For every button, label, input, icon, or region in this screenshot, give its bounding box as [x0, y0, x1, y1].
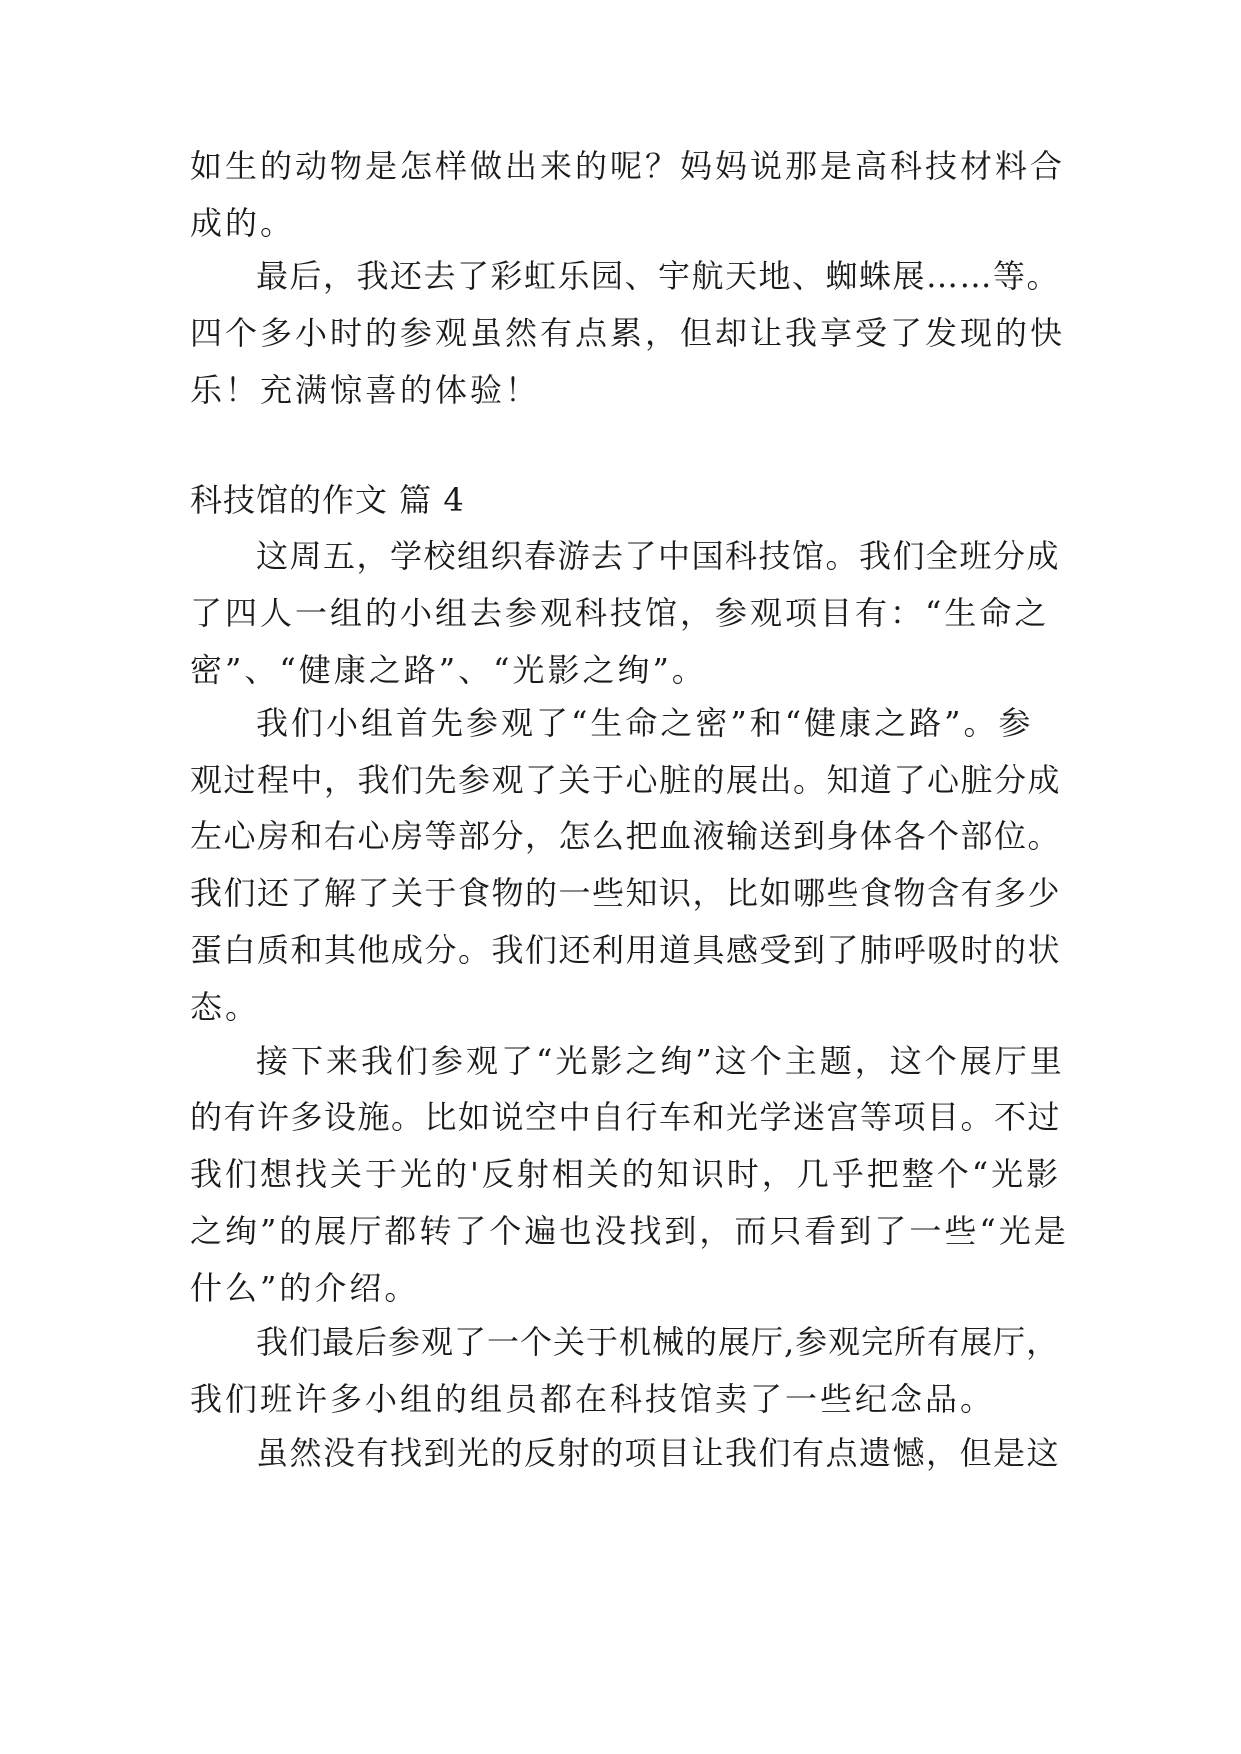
text-line: 左心房和右心房等部分，怎么把血液输送到身体各个部位。 — [190, 817, 1062, 855]
text-line: 我们班许多小组的组员都在科技馆卖了一些纪念品。 — [190, 1380, 996, 1418]
text-line: 的有许多设施。比如说空中自行车和光学迷宫等项目。不过 — [190, 1098, 1062, 1136]
section-heading: 科技馆的作文 篇 4 — [190, 481, 465, 519]
text-line: 我们想找关于光的'反射相关的知识时，几乎把整个“光影 — [190, 1155, 1062, 1193]
text-line: 态。 — [190, 988, 261, 1026]
text-line: 我们还了解了关于食物的一些知识，比如哪些食物含有多少 — [190, 874, 1062, 912]
paragraph-start: 我们小组首先参观了“生命之密”和“健康之路”。参 — [256, 704, 1034, 742]
text-line: 成的。 — [190, 204, 296, 242]
text-line: 之绚”的展厅都转了个遍也没找到，而只看到了一些“光是 — [190, 1212, 1069, 1250]
text-line: 蛋白质和其他成分。我们还利用道具感受到了肺呼吸时的状 — [190, 931, 1062, 969]
paragraph-start: 虽然没有找到光的反射的项目让我们有点遗憾，但是这 — [256, 1434, 1061, 1472]
paragraph-start: 最后，我还去了彩虹乐园、宇航天地、蜘蛛展……等。 — [256, 257, 1061, 295]
paragraph-start: 这周五，学校组织春游去了中国科技馆。我们全班分成 — [256, 537, 1061, 575]
paragraph-start: 接下来我们参观了“光影之绚”这个主题，这个展厅里 — [256, 1042, 1065, 1080]
text-line: 密”、“健康之路”、“光影之绚”。 — [190, 651, 707, 689]
paragraph-start: 我们最后参观了一个关于机械的展厅,参观完所有展厅， — [256, 1323, 1060, 1361]
text-line: 什么”的介绍。 — [190, 1269, 420, 1307]
text-line: 乐！充满惊喜的体验！ — [190, 371, 541, 409]
text-line: 四个多小时的参观虽然有点累，但却让我享受了发现的快 — [190, 314, 1066, 352]
text-line: 如生的动物是怎样做出来的呢？妈妈说那是高科技材料合 — [190, 147, 1066, 185]
text-line: 了四人一组的小组去参观科技馆，参观项目有：“生命之 — [190, 594, 1050, 632]
text-line: 观过程中，我们先参观了关于心脏的展出。知道了心脏分成 — [190, 761, 1062, 799]
